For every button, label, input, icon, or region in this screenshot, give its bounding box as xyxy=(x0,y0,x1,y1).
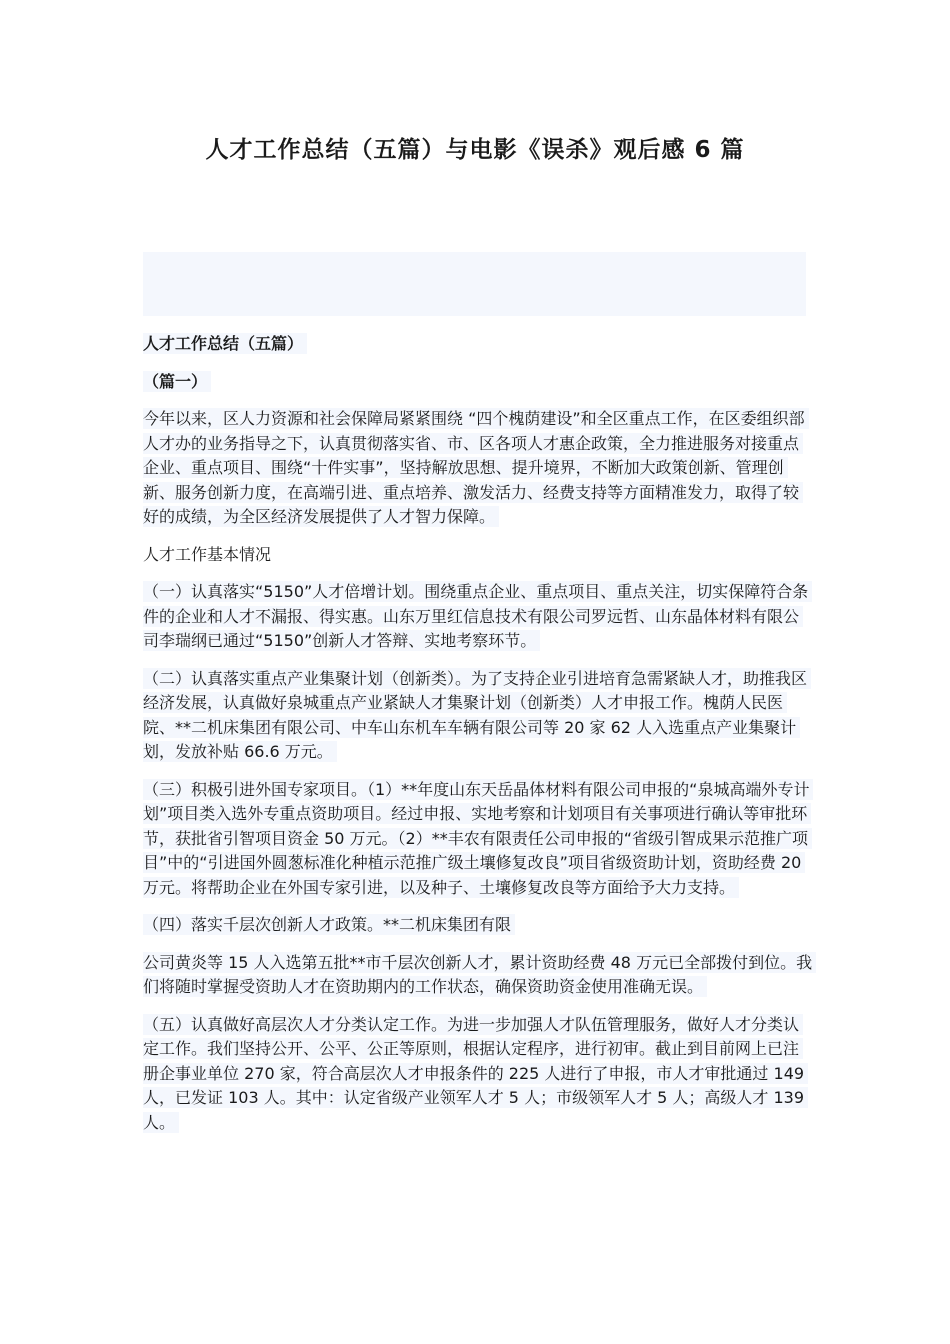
paragraph-subheading: 人才工作基本情况 xyxy=(143,544,272,564)
part-heading: （篇一） xyxy=(143,370,813,395)
document-title: 人才工作总结（五篇）与电影《误杀》观后感 6 篇 xyxy=(205,137,745,163)
paragraph-item-1: （一）认真落实“5150”人才倍增计划。围绕重点企业、重点项目、重点关注，切实保障符合条件的企业和人才不漏报、得实惠。山东万里红信息技术有限公司罗远哲、山东晶体材料有限公司李瑞纲已通过“5150”创新人才答辩、实地考察环节。 xyxy=(143,580,813,654)
paragraph-item-4-cont: 公司黄炎等 15 人入选第五批**市千层次创新人才，累计资助经费 48 万元已全部拨付到位。我们将随时掌握受资助人才在资助期内的工作状态，确保资助资金使用准确无误。 xyxy=(143,951,813,1000)
paragraph-item-3: （三）积极引进外国专家项目。（1）**年度山东天岳晶体材料有限公司申报的“泉城高端外专计划”项目类入选外专重点资助项目。经过申报、实地考察和计划项目有关事项进行确认等审批环节，获批省引智项目资金 50 万元。（2）**丰农有限责任公司申报的“省级引智成果示范推广项目”中的“引进国外圆葱标准化种植示范推广级土壤修复改良”项目省级资助计划，资助经费 20 万元。将帮助企业在外国专家引进，以及种子、土壤修复改良等方面给予大力支持。 xyxy=(143,778,813,901)
paragraph-intro: 今年以来，区人力资源和社会保障局紧紧围绕 “四个槐荫建设”和全区重点工作，在区委组织部人才办的业务指导之下，认真贯彻落实省、市、区各项人才惠企政策，全力推进服务对接重点企业、重点项目、围绕“十件实事”，坚持解放思想、提升境界，不断加大政策创新、管理创新、服务创新力度，在高端引进、重点培养、激发活力、经费支持等方面精准发力，取得了较好的成绩，为全区经济发展提供了人才智力保障。 xyxy=(143,407,813,530)
paragraph-item-5: （五）认真做好高层次人才分类认定工作。为进一步加强人才队伍管理服务，做好人才分类认定工作。我们坚持公开、公平、公正等原则，根据认定程序，进行初审。截止到目前网上已注册企事业单位 270 家，符合高层次人才申报条件的 225 人进行了申报，市人才审批通过 149 人，已发证 103 人。其中：认定省级产业领军人才 5 人；市级领军人才 5 人；高级人才 139 人。 xyxy=(143,1013,813,1136)
paragraph-item-2: （二）认真落实重点产业集聚计划（创新类）。为了支持企业引进培育急需紧缺人才，助推我区经济发展，认真做好泉城重点产业紧缺人才集聚计划（创新类）人才申报工作。槐荫人民医院、**二机床集团有限公司、中车山东机车车辆有限公司等 20 家 62 人入选重点产业集聚计划，发放补贴 66.6 万元。 xyxy=(143,667,813,765)
section-heading: 人才工作总结（五篇） xyxy=(143,332,813,357)
document-body xyxy=(143,332,813,1148)
banner-placeholder xyxy=(143,252,806,316)
paragraph-item-4: （四）落实千层次创新人才政策。**二机床集团有限 xyxy=(143,913,813,938)
